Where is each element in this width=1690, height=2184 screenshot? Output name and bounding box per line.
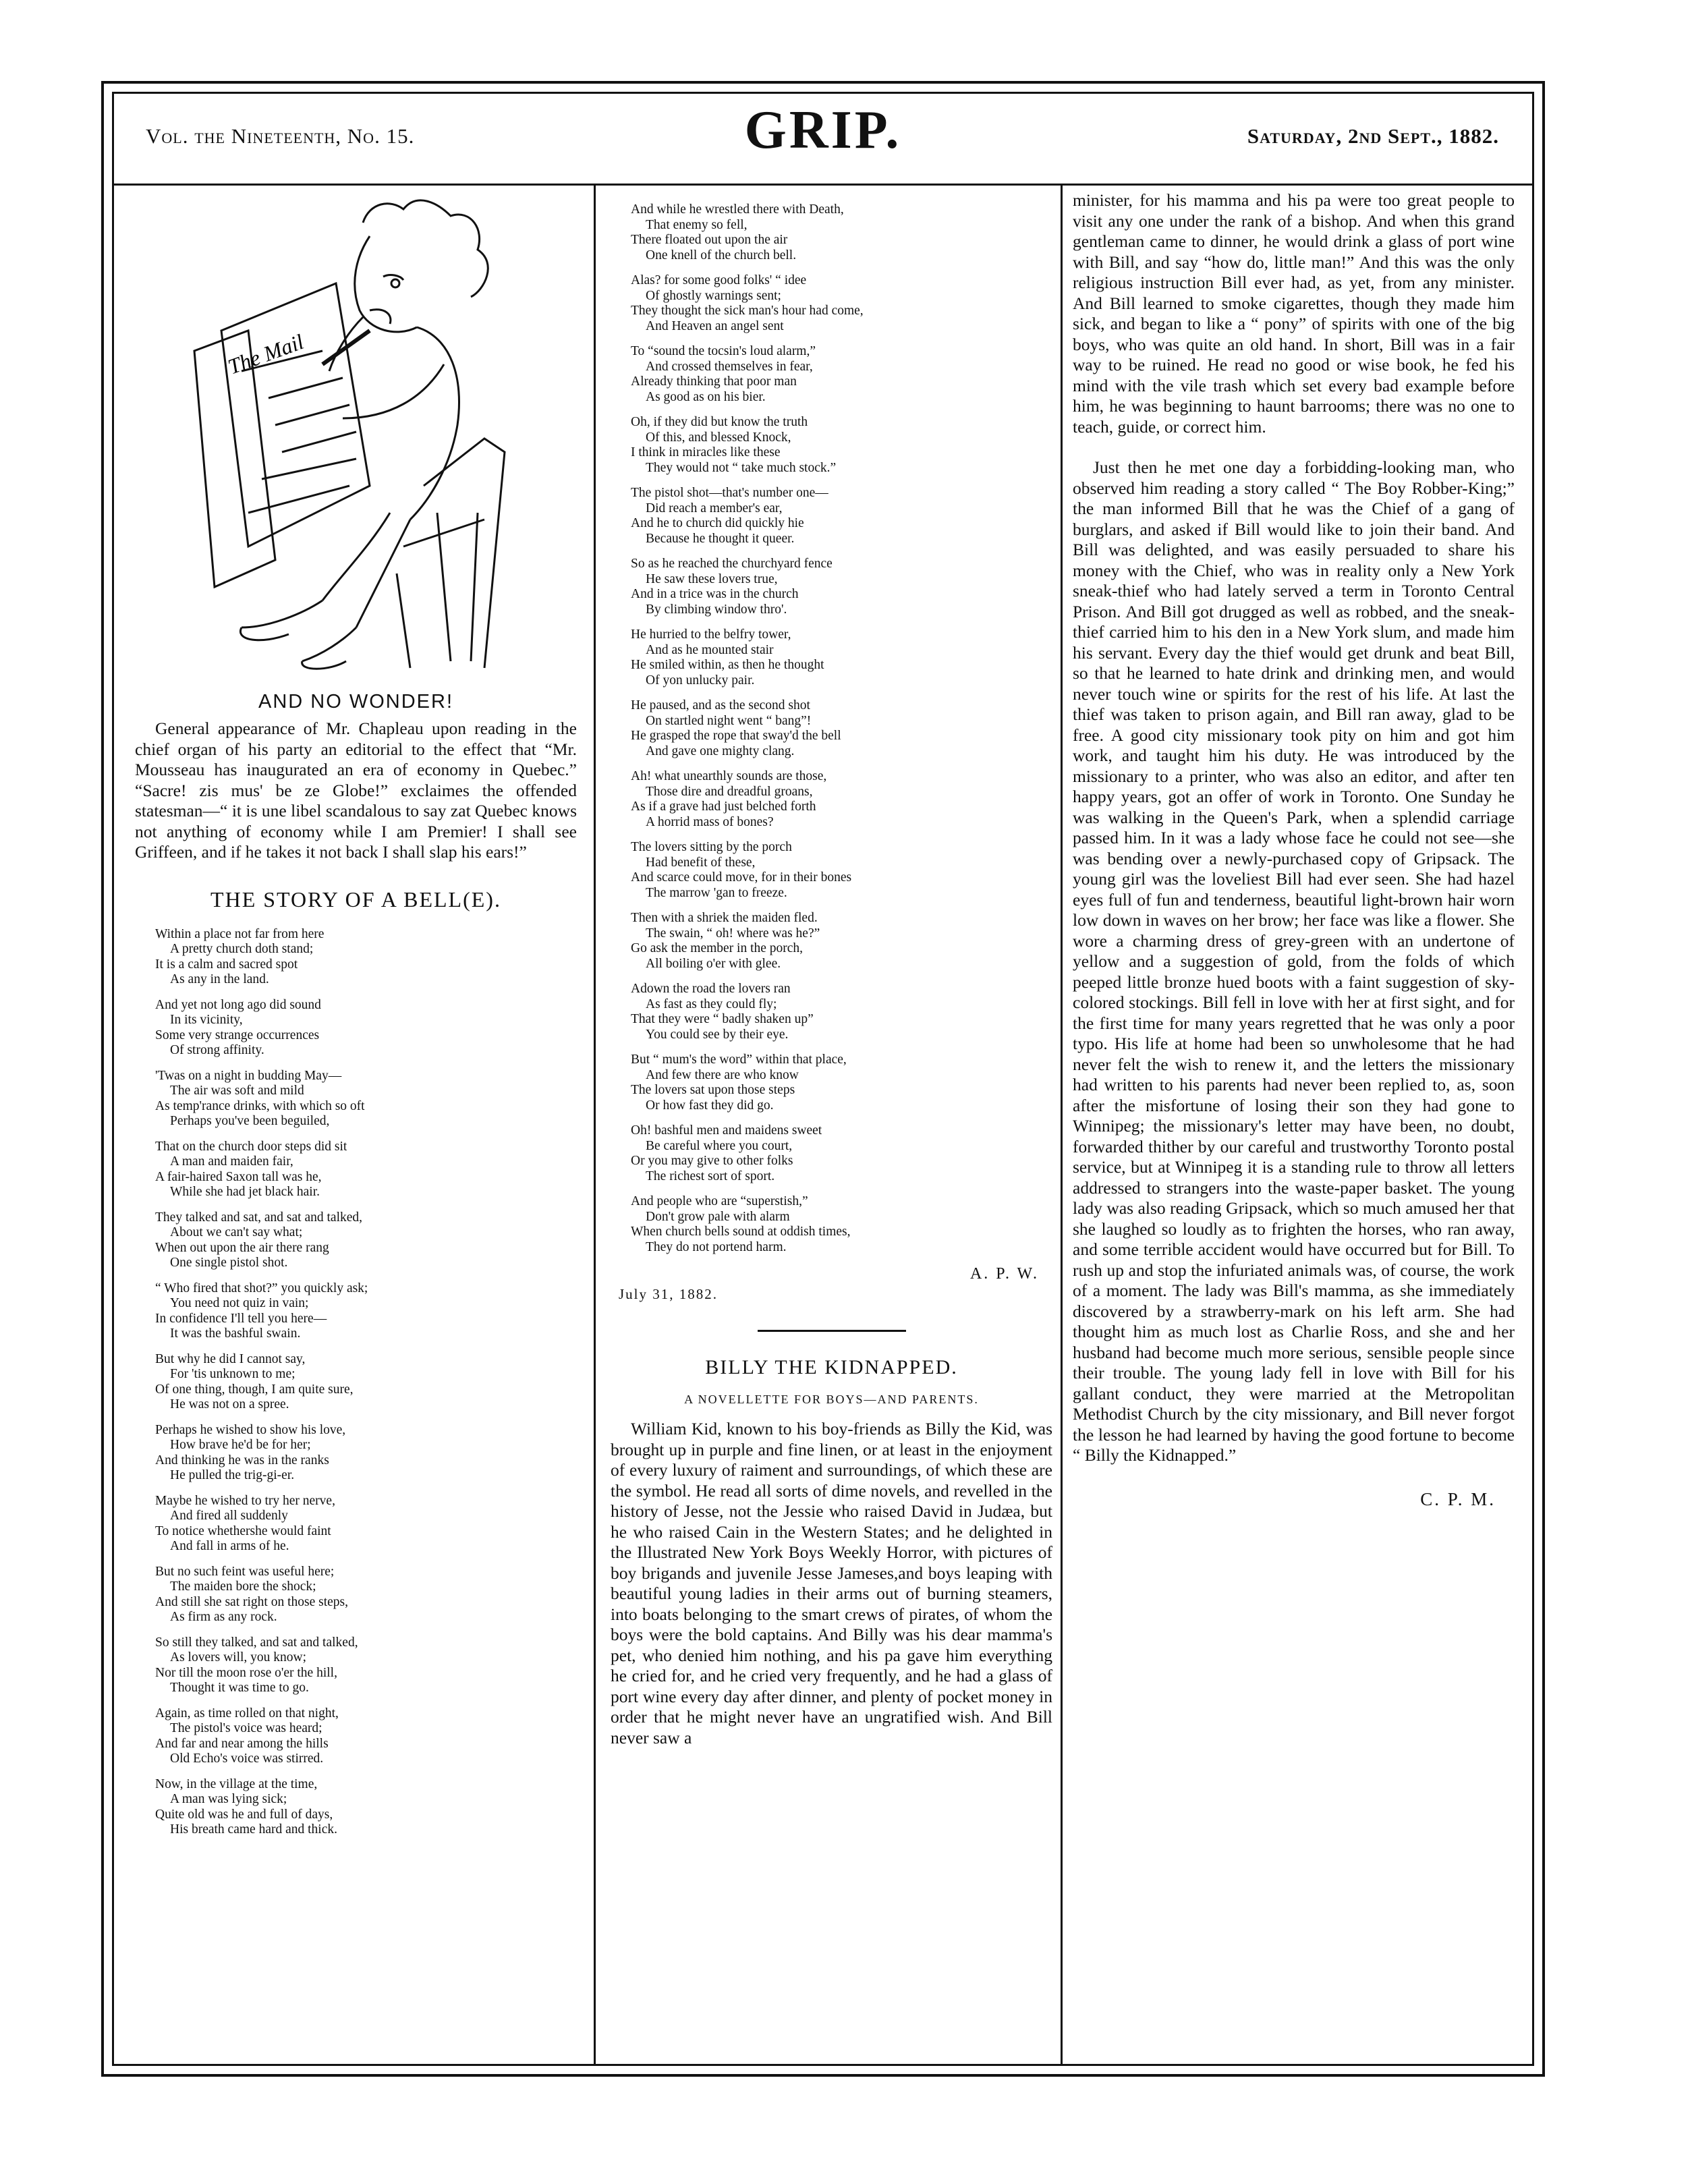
poem-stanza <box>155 1069 577 1129</box>
poem-stanza <box>155 927 577 988</box>
newspaper-masthead-label: The Mail <box>224 329 307 379</box>
poem-line: Nor till the moon rose o'er the hill, <box>155 1665 337 1680</box>
poem-line: A fair-haired Saxon tall was he, <box>155 1169 322 1184</box>
poem-line: As temp'rance drinks, with which so oft <box>155 1098 365 1113</box>
poem-title: THE STORY OF A BELL(E). <box>210 887 501 912</box>
poem-line: Of ghostly warnings sent; <box>646 288 781 303</box>
poem-line: As firm as any rock. <box>170 1610 277 1624</box>
poem-line: Old Echo's voice was stirred. <box>170 1752 324 1766</box>
poem-line: Oh, if they did but know the truth <box>631 415 808 429</box>
poem-dateline: July 31, 1882. <box>619 1286 719 1302</box>
poem-stanza <box>631 840 1052 901</box>
cartoon-caption-title: AND NO WONDER! <box>258 691 453 712</box>
novellette-text-part-1: William Kid, known to his boy-friends as Billy the Kid, was brought up in purple and fine linen, or at least in the enjoyment of every luxury of raiment and surroundings, of which these are the symbol. He read all sorts of dime novels, and revelled in the history of Jesse, not the Jessie who raised David in Judæa, but he who raised Cain in the Western States; and he delighted in the Illustrated New York Boys Weekly Horror, with pictures of boy brigands and juvenile Jesse Jameses,and boys leaping with beautiful young ladies in their arms out of burning steamers, into boats belonging to the smart crews of pirates, of whom the boys were the bold captains. And Billy was his dear mamma's pet, who denied him nothing, and his pa gave him everything he cried for, and he cried very frequently, and he had a glass of port wine every day after dinner, and plenty of pocket money in order that he might never have an ungratified wish. And Bill never saw a <box>611 1419 1052 1747</box>
column-2 <box>611 202 1052 2058</box>
poem-line: Or how fast they did go. <box>646 1098 774 1113</box>
poem-line: He hurried to the belfry tower, <box>631 627 791 642</box>
issue-date: Saturday, 2nd Sept., 1882. <box>1247 124 1499 148</box>
poem-line: Again, as time rolled on that night, <box>155 1706 339 1720</box>
poem-line: Thought it was time to go. <box>170 1681 309 1695</box>
poem-line: Perhaps he wished to show his love, <box>155 1422 346 1437</box>
poem-line: As good as on his bier. <box>646 389 766 404</box>
poem-line: “ Who fired that shot?” you quickly ask; <box>155 1281 368 1295</box>
poem-line: He was not on a spree. <box>170 1397 289 1411</box>
poem-line: Alas? for some good folks' “ idee <box>631 273 807 287</box>
poem-line: On startled night went “ bang”! <box>646 713 812 728</box>
poem-line: And scarce could move, for in their bones <box>631 870 852 885</box>
poem-stanza <box>155 1565 577 1625</box>
poem-line: But why he did I cannot say, <box>155 1351 306 1366</box>
poem-line: So as he reached the churchyard fence <box>631 557 833 571</box>
poem-line: As any in the land. <box>170 972 269 986</box>
poem-stanza <box>631 486 1052 547</box>
poem-line: Don't grow pale with alarm <box>646 1209 790 1224</box>
poem-stanza <box>155 1281 577 1342</box>
poem-line: Now, in the village at the time, <box>155 1776 318 1791</box>
masthead-rule <box>112 184 1534 186</box>
poem-line: And thinking he was in the ranks <box>155 1453 329 1467</box>
poem-stanza <box>155 1635 577 1696</box>
poem-line: And yet not long ago did sound <box>155 997 321 1012</box>
poem-line: Those dire and dreadful groans, <box>646 784 813 799</box>
poem-stanza <box>631 769 1052 830</box>
poem-line: It is a calm and sacred spot <box>155 957 298 972</box>
poem-line: And Heaven an angel sent <box>646 318 784 333</box>
poem-line: Had benefit of these, <box>646 855 756 870</box>
poem-line: But no such feint was useful here; <box>155 1564 335 1579</box>
poem-stanza <box>155 1210 577 1271</box>
column-3 <box>1073 190 1515 2052</box>
poem-line: Be careful where you court, <box>646 1138 793 1153</box>
poem-line: As lovers will, you know; <box>170 1650 307 1664</box>
novellette-subtitle: A NOVELLETTE FOR BOYS—AND PARENTS. <box>684 1393 979 1406</box>
poem-line: And fall in arms of he. <box>170 1539 289 1553</box>
poem-line: A man and maiden fair, <box>170 1154 293 1169</box>
poem-line: The pistol shot—that's number one— <box>631 486 828 500</box>
poem-stanza <box>155 1494 577 1555</box>
poem-line: Or you may give to other folks <box>631 1154 793 1168</box>
poem-line: A man was lying sick; <box>170 1792 287 1806</box>
poem-line: The air was soft and mild <box>170 1084 304 1098</box>
poem-line: Within a place not far from here <box>155 926 325 941</box>
poem-line: And while he wrestled there with Death, <box>631 202 844 217</box>
poem-stanza <box>155 1777 577 1838</box>
poem-line: And gave one mighty clang. <box>646 744 795 758</box>
poem-line: So still they talked, and sat and talked, <box>155 1635 358 1650</box>
poem-line: They do not portend harm. <box>646 1239 787 1254</box>
section-separator <box>758 1330 906 1332</box>
poem-line: His breath came hard and thick. <box>170 1822 337 1837</box>
poem-line: Already thinking that poor man <box>631 374 797 389</box>
poem-line: Of this, and blessed Knock, <box>646 430 791 445</box>
poem-line: That on the church door steps did sit <box>155 1139 347 1154</box>
poem-stanza <box>631 557 1052 617</box>
poem-line: He saw these lovers true, <box>646 571 778 586</box>
poem-stanza <box>155 1706 577 1767</box>
novellette-text-part-2: minister, for his mamma and his pa were too great people to visit any one under the rank of a bishop. And when this grand gentleman came to dinner, he would drink a glass of port wine with Bill, and say “how do, little man!” And this was the only religious instruction Bill ever had, as yet, from any minister. And Bill learned to smoke cigarettes, though they made him sick, and began to like a “ pony” of spirits with one of the big boys, who was quite an old hand. In short, Bill was in a fair way to be ruined. He read no good or wise book, he fed his mind with the vile trash which set every bad example before him, he was beginning to haunt barrooms; there was no one to teach, guide, or correct him. Just then he met one day a forbidding-looking man, who observed him reading a story called “ The Boy Robber-King;” the man informed Bill that he was the Chief of a gang of burglars, and asked if Bill would like to join their band. And Bill was delighted, and was easily persuaded to share his money with the Chief, who was in reality only a New York sneak-thief who had lately served a term in Toronto Central Prison. And Bill got drugged as well as robbed, and the sneak-thief carried him to his den in a New York slum, and made him his servant. Every day the thief would get drunk and beat Bill, so that he learned to hate drink and drinking men, and would never touch wine or spirits for the rest of his life. At last the thief was taken to prison again, and Bill ran away, glad to be free. A good city missionary took pity on him and got him work, and taught him his duty. He was introduced by the missionary to a printer, who was also an editor, and after ten happy years, got an offer of work in Toronto. One Sunday he was walking in the Queen's Park, when a splendid carriage passed him. In it was a lady whose face he could not see—she was bending over a newly-purchased copy of Gripsack. The young girl was the loveliest Bill had ever seen. She had hazel eyes full of fun and tenderness, beautiful light-brown hair worn low down in waves on her brow; her face was like a flower. She wore a charming dress of grey-green with an undertone of yellow and a suggestion of gold, from the folds of which peeped little bronze hued boots with a faint suggestion of sky-colored stockings. Bill fell in love with her at first sight, and for the first time for many years regretted that he was only a poor typo. His life at home had been so unwholesome that he had never felt the wish to renew it, and the letters the missionary had written to his parents had never been replied to, as, soon after the misfortune of losing their son they had gone to Winnipeg; the missionary's letter may have been, no doubt, forwarded thither by our careful and trustworthy Toronto postal service, but at Winnipeg it is a standing rule to throw all letters addressed to strangers into the waste-paper basket. The young lady was also reading Gripsack, which so much amused her that she laughed so loudly as to frighten the horses, who ran away, and some terrible accident would have occurred but for Bill. To rush up and stop the infuriated animals was, of course, the work of a moment. The lady was Bill's mamma, as she immediately discovered by a strawberry-mark on his left arm. She had thought him as much lost as Charlie Ross, and she and her husband had become much more serious, sensible people since their trouble. The young lady fell in love with Bill for his gallant conduct, they were married at the Metropolitan Methodist Church by the city missionary, and Bill never forgot the lesson he had learned by having the good fortune to become “ Billy the Kidnapped.” <box>1073 190 1515 1465</box>
poem-stanza <box>631 627 1052 688</box>
column-rule-1 <box>594 184 596 2066</box>
poem-stanza <box>155 1140 577 1200</box>
poem-line: They thought the sick man's hour had come, <box>631 304 864 318</box>
poem-stanza <box>631 344 1052 405</box>
poem-line: The swain, “ oh! where was he?” <box>646 926 820 941</box>
poem-line: To “sound the tocsin's loud alarm,” <box>631 344 816 358</box>
poem-line: Of one thing, though, I am quite sure, <box>155 1382 354 1397</box>
chapleau-reading-cartoon <box>167 196 545 681</box>
poem-line: All boiling o'er with glee. <box>646 956 781 971</box>
cartoon-caption: General appearance of Mr. Chapleau upon reading in the chief organ of his party an editorial to the effect that “Mr. Mousseau has inaugurated an era of economy in Quebec.” “Sacre! zis mus' be ze Globe!” exclaimes the offended statesman—“ it is une libel scandalous to say zat Quebec knows not anything of economy while I am Premier! I shall see Griffeen, and if he takes it not back I shall slap his ears!” <box>135 719 577 862</box>
poem-line: There floated out upon the air <box>631 233 788 247</box>
poem-line: Some very strange occurrences <box>155 1028 320 1042</box>
poem-line: That they were “ badly shaken up” <box>631 1012 814 1026</box>
poem-line: In its vicinity, <box>170 1013 243 1027</box>
poem-signature: A. P. W. <box>969 1265 1039 1283</box>
poem-line: Then with a shriek the maiden fled. <box>631 911 818 925</box>
poem-line: And few there are who know <box>646 1067 799 1082</box>
poem-stanza <box>155 1352 577 1413</box>
poem-line: And in a trice was in the church <box>631 587 799 601</box>
poem-line: They talked and sat, and sat and talked, <box>155 1210 363 1225</box>
poem-line: Go ask the member in the porch, <box>631 941 804 955</box>
poem-line: He smiled within, as then he thought <box>631 658 824 672</box>
poem-line: And fired all suddenly <box>170 1509 288 1523</box>
poem-stanza <box>631 202 1052 263</box>
poem-line: One single pistol shot. <box>170 1256 288 1270</box>
poem-line: Of yon unlucky pair. <box>646 673 755 688</box>
masthead-title: GRIP. <box>744 101 902 160</box>
poem-line: For 'tis unknown to me; <box>170 1367 295 1381</box>
poem-line: Of strong affinity. <box>170 1043 264 1057</box>
poem-line: They would not “ take much stock.” <box>646 460 837 475</box>
poem-line: And far and near among the hills <box>155 1736 329 1751</box>
poem-line: Did reach a member's ear, <box>646 501 783 515</box>
poem-stanza <box>631 1123 1052 1184</box>
poem-line: A horrid mass of bones? <box>646 814 774 829</box>
column-1 <box>135 189 577 2058</box>
poem-stanza <box>631 415 1052 476</box>
poem-line: One knell of the church bell. <box>646 248 797 262</box>
poem-part-1 <box>155 927 577 1838</box>
poem-line: That enemy so fell, <box>646 217 748 232</box>
poem-line: And crossed themselves in fear, <box>646 359 813 374</box>
poem-line: To notice whethershe would faint <box>155 1523 331 1538</box>
poem-stanza <box>631 1194 1052 1255</box>
poem-line: About we can't say what; <box>170 1225 303 1239</box>
poem-line: He grasped the rope that sway'd the bell <box>631 729 841 743</box>
poem-line: And people who are “superstish,” <box>631 1194 808 1208</box>
poem-line: When out upon the air there rang <box>155 1240 329 1255</box>
column-rule-2 <box>1061 184 1063 2066</box>
poem-line: The maiden bore the shock; <box>170 1579 316 1594</box>
poem-line: He paused, and as the second shot <box>631 698 810 712</box>
poem-line: The marrow 'gan to freeze. <box>646 885 787 900</box>
poem-line: 'Twas on a night in budding May— <box>155 1068 342 1083</box>
poem-stanza <box>631 911 1052 972</box>
poem-stanza <box>631 698 1052 759</box>
poem-line: In confidence I'll tell you here— <box>155 1311 327 1326</box>
masthead <box>112 92 1534 186</box>
poem-line: How brave he'd be for her; <box>170 1438 311 1452</box>
poem-line: Because he thought it queer. <box>646 531 795 546</box>
poem-line: By climbing window thro'. <box>646 602 787 617</box>
poem-line: The richest sort of sport. <box>646 1169 775 1183</box>
novellette-signature: C. P. M. <box>1420 1488 1496 1509</box>
poem-stanza <box>631 273 1052 334</box>
poem-line: Ah! what unearthly sounds are those, <box>631 769 827 783</box>
poem-line: Perhaps you've been beguiled, <box>170 1114 330 1128</box>
poem-line: But “ mum's the word” within that place, <box>631 1053 847 1067</box>
poem-line: You need not quiz in vain; <box>170 1296 309 1310</box>
poem-stanza <box>631 982 1052 1042</box>
poem-line: Adown the road the lovers ran <box>631 982 791 996</box>
poem-line: And as he mounted stair <box>646 642 774 657</box>
poem-line: When church bells sound at oddish times, <box>631 1225 851 1239</box>
poem-line: As fast as they could fly; <box>646 997 777 1011</box>
poem-line: Quite old was he and full of days, <box>155 1807 333 1822</box>
poem-line: While she had jet black hair. <box>170 1185 320 1199</box>
poem-line: A pretty church doth stand; <box>170 942 314 956</box>
poem-line: The lovers sat upon those steps <box>631 1083 795 1097</box>
poem-stanza <box>155 1423 577 1484</box>
poem-line: And he to church did quickly hie <box>631 516 804 530</box>
poem-line: Maybe he wished to try her nerve, <box>155 1493 335 1508</box>
poem-stanza <box>631 1053 1052 1113</box>
poem-line: The pistol's voice was heard; <box>170 1721 322 1735</box>
poem-part-2 <box>631 202 1052 1255</box>
poem-line: You could see by their eye. <box>646 1027 789 1042</box>
novellette-title: BILLY THE KIDNAPPED. <box>705 1356 958 1378</box>
poem-line: It was the bashful swain. <box>170 1326 301 1341</box>
poem-line: As if a grave had just belched forth <box>631 800 816 814</box>
poem-line: The lovers sitting by the porch <box>631 840 792 854</box>
poem-line: Oh! bashful men and maidens sweet <box>631 1123 822 1138</box>
poem-stanza <box>155 998 577 1059</box>
poem-line: And still she sat right on those steps, <box>155 1594 348 1609</box>
poem-line: He pulled the trig-gi-er. <box>170 1468 295 1482</box>
volume-number: Vol. the Nineteenth, No. 15. <box>146 124 415 148</box>
poem-line: I think in miracles like these <box>631 445 781 459</box>
